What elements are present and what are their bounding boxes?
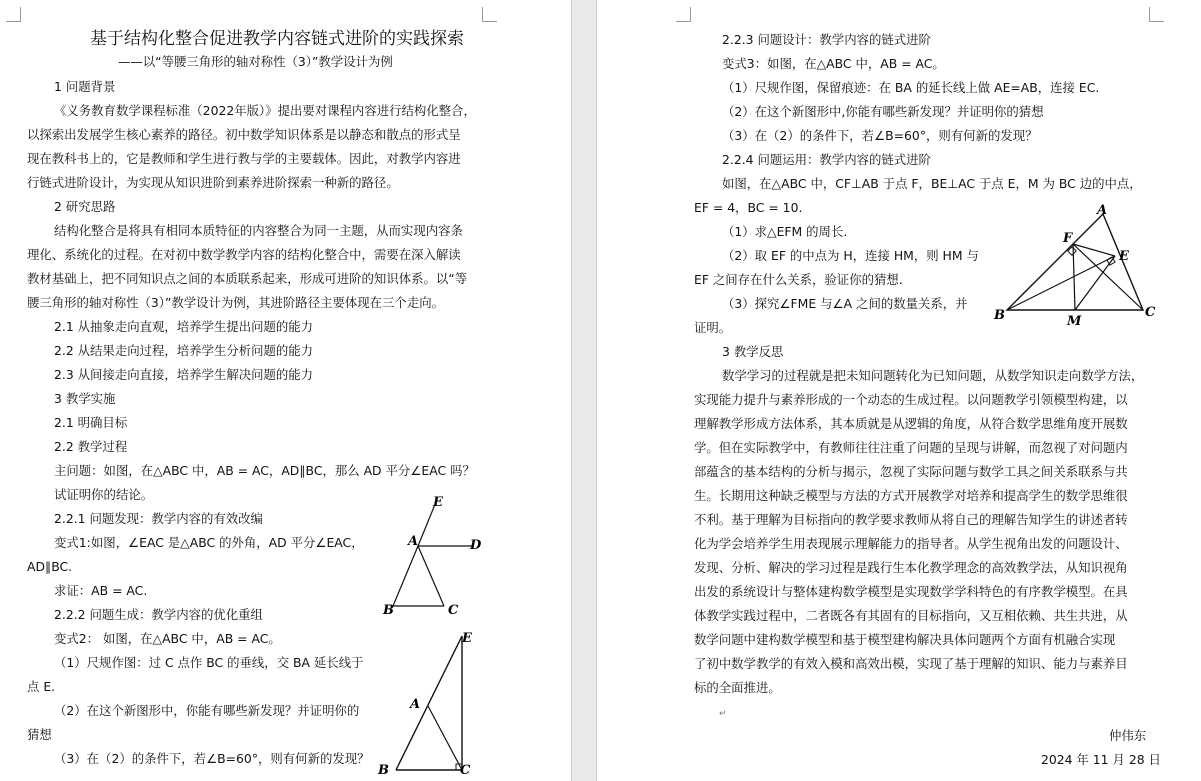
paragraph-line: 实现能力提升与素养形成的一个动态的生成过程。以问题教学引领模型构建，以: [694, 392, 1128, 407]
paragraph-line: 学。但在实际教学中，有教师往往注重了问题的呈现与讲解，而忽视了对问题内: [694, 440, 1128, 455]
paragraph-line: AD∥BC.: [27, 559, 73, 574]
figure-perpendicular-construction: [372, 628, 482, 781]
main-question: 主问题：如图，在△ABC 中，AB = AC，AD∥BC，那么 AD 平分∠EAC 吗？: [54, 463, 475, 478]
paragraph-line: 了初中数学教学的有效入模和高效出模，实现了基于理解的知识、能力与素养目: [694, 656, 1128, 671]
paragraph-line: （1）求△EFM 的周长.: [722, 224, 848, 239]
paragraph-line: （2）在这个新图形中,你能有哪些新发现？并证明你的猜想: [722, 104, 1044, 119]
paragraph-line: EF 之间存在什么关系，验证你的猜想.: [694, 272, 903, 287]
segment-ab: [393, 546, 418, 606]
paragraph-line: 体教学实践过程中，二者既各有其固有的目标指向，又互相依赖、共生共进，从: [694, 608, 1128, 623]
heading-background: 1 问题背景: [54, 79, 116, 94]
paragraph-line: 《义务教育数学课程标准（2022年版）》提出要对课程内容进行结构化整合，: [54, 103, 476, 118]
paragraph-line: （3）在（2）的条件下，若∠B=60°，则有何新的发现？: [722, 128, 1038, 143]
label-d: D: [470, 538, 482, 553]
subheading: 2.2.4 问题运用：教学内容的链式进阶: [722, 152, 931, 167]
label-b: B: [378, 763, 389, 778]
paragraph-line: 出发的系统设计与整体建构数学模型是实现数学学科特色的有序教学模型。在具: [694, 584, 1128, 599]
paragraph-line: 数学问题中建构数学模型和基于模型建构解决具体问题两个方面有机融合实现: [694, 632, 1116, 647]
paragraph-line: 点 E.: [27, 679, 56, 694]
paragraph-line: 理解教学形成方法体系，其本质就是从逻辑的角度，从符合数学思维角度开展数: [694, 416, 1128, 431]
paragraph-line: 证明。: [694, 320, 732, 335]
paragraph-line: 化为学会培养学生用表现展示理解能力的指导者。从学生视角出发的问题设计、: [694, 536, 1128, 551]
heading-reflection: 3 教学反思: [722, 344, 784, 359]
figure-altitudes-midpoint: [993, 200, 1159, 332]
label-e: E: [433, 495, 443, 510]
paragraph-line: 部蕴含的基本结构的分析与揭示，忽视了实际问题与数学工具之间关系联系与共: [694, 464, 1128, 479]
crop-mark: [6, 7, 21, 22]
heading-implementation: 3 教学实施: [54, 391, 116, 406]
label-c: C: [448, 603, 459, 618]
label-e: E: [462, 631, 472, 646]
paragraph-line: 以探索出发展学生核心素养的路径。初中数学知识体系是以静态和散点的形式呈: [27, 127, 461, 142]
label-f: F: [1063, 231, 1073, 246]
right-page: [597, 0, 1201, 781]
paragraph-line: 标的全面推进。: [694, 680, 781, 695]
page-gutter: [571, 0, 597, 781]
paragraph-line: 结构化整合是将具有相同本质特征的内容整合为同一主题，从而实现内容条: [54, 223, 463, 238]
paragraph-mark: ↵: [719, 709, 727, 719]
paragraph-line: 试证明你的结论。: [54, 487, 154, 502]
label-c: C: [1145, 305, 1156, 320]
author-name: 仲伟东: [1109, 728, 1147, 743]
segment-be: [1007, 256, 1115, 310]
figure-triangle-exterior-angle: [376, 490, 506, 620]
paragraph-line: 理化、系统化的过程。在对初中数学教学内容的结构化整合中，需要在深入解读: [27, 247, 461, 262]
subheading: 2.2.3 问题设计：教学内容的链式进阶: [722, 32, 931, 47]
label-a: A: [410, 697, 421, 712]
segment-ac: [418, 546, 444, 606]
paragraph-line: 教材基础上，把不同知识点之间的本质联系起来，形成可进阶的知识体系。以“等: [27, 271, 468, 286]
left-page: [0, 0, 571, 781]
subheading: 2.2 教学过程: [54, 439, 128, 454]
paragraph-line: 数学学习的过程就是把未知问题转化为已知问题，从数学知识走向数学方法，: [722, 368, 1144, 383]
subheading: 2.2 从结果走向过程，培养学生分析问题的能力: [54, 343, 314, 358]
variant-1: 变式1:如图，∠EAC 是△ABC 的外角，AD 平分∠EAC，: [54, 535, 364, 550]
document-subtitle: ——以“等腰三角形的轴对称性（3）”教学设计为例: [118, 54, 393, 69]
paragraph-line: （2）取 EF 的中点为 H，连接 HM，则 HM 与: [722, 248, 979, 263]
label-b: B: [383, 603, 394, 618]
variant-2: 变式2： 如图，在△ABC 中，AB = AC。: [54, 631, 281, 646]
label-e: E: [1119, 249, 1129, 264]
label-m: M: [1067, 314, 1082, 329]
segment-be: [396, 636, 462, 770]
document-title: 基于结构化整合促进教学内容链式进阶的实践探索: [90, 29, 464, 49]
label-b: B: [994, 308, 1005, 323]
paragraph-line: EF = 4，BC = 10.: [694, 200, 803, 215]
paragraph-line: 生。长期用这种缺乏模型与方法的方式开展教学对培养和提高学生的数学思维很: [694, 488, 1128, 503]
crop-mark: [676, 7, 691, 22]
paragraph-line: 发现、分析、解决的学习过程是践行生本化教学理念的高效教学法，从知识视角: [694, 560, 1128, 575]
crop-mark: [482, 7, 497, 22]
paragraph-line: 不利。基于理解为目标指向的教学要求教师从将自己的理解告知学生的讲述者转: [694, 512, 1128, 527]
variant-3: 变式3：如图，在△ABC 中，AB = AC。: [722, 56, 945, 71]
paragraph-line: （3）探究∠FME 与∠A 之间的数量关系，并: [722, 296, 968, 311]
label-a: A: [408, 534, 419, 549]
paragraph-line: 现在教科书上的，它是教师和学生进行教与学的主要载体。因此，对教学内容进: [27, 151, 461, 166]
subheading: 2.2.1 问题发现：教学内容的有效改编: [54, 511, 263, 526]
paragraph-line: （2）在这个新图形中，你能有哪些新发现？并证明你的: [54, 703, 360, 718]
subheading: 2.2.2 问题生成：教学内容的优化重组: [54, 607, 263, 622]
label-a: A: [1097, 203, 1108, 218]
heading-approach: 2 研究思路: [54, 199, 116, 214]
subheading: 2.1 从抽象走向直观，培养学生提出问题的能力: [54, 319, 314, 334]
paragraph-line: 求证：AB = AC.: [54, 583, 148, 598]
paragraph-line: （1）尺规作图，保留痕迹：在 BA 的延长线上做 AE=AB，连接 EC.: [722, 80, 1100, 95]
subheading: 2.3 从间接走向直接，培养学生解决问题的能力: [54, 367, 314, 382]
segment-ac: [428, 706, 462, 770]
paragraph-line: （1）尺规作图：过 C 点作 BC 的垂线，交 BA 延长线于: [54, 655, 364, 670]
label-c: C: [460, 763, 471, 778]
paragraph-line: 行链式进阶设计，为实现从知识进阶到素养进阶探索一种新的路径。: [27, 175, 399, 190]
application-problem: 如图，在△ABC 中，CF⊥AB 于点 F，BE⊥AC 于点 E，M 为 BC 边的中点，: [722, 176, 1142, 191]
subheading: 2.1 明确目标: [54, 415, 128, 430]
paragraph-line: 腰三角形的轴对称性（3）”教学设计为例，其进阶路径主要体现在三个走向。: [27, 295, 444, 310]
paragraph-line: （3）在（2）的条件下，若∠B=60°，则有何新的发现？: [54, 751, 370, 766]
crop-mark: [1149, 7, 1164, 22]
signature-date: 2024 年 11 月 28 日: [1041, 752, 1161, 767]
paragraph-line: 猜想: [27, 727, 52, 742]
